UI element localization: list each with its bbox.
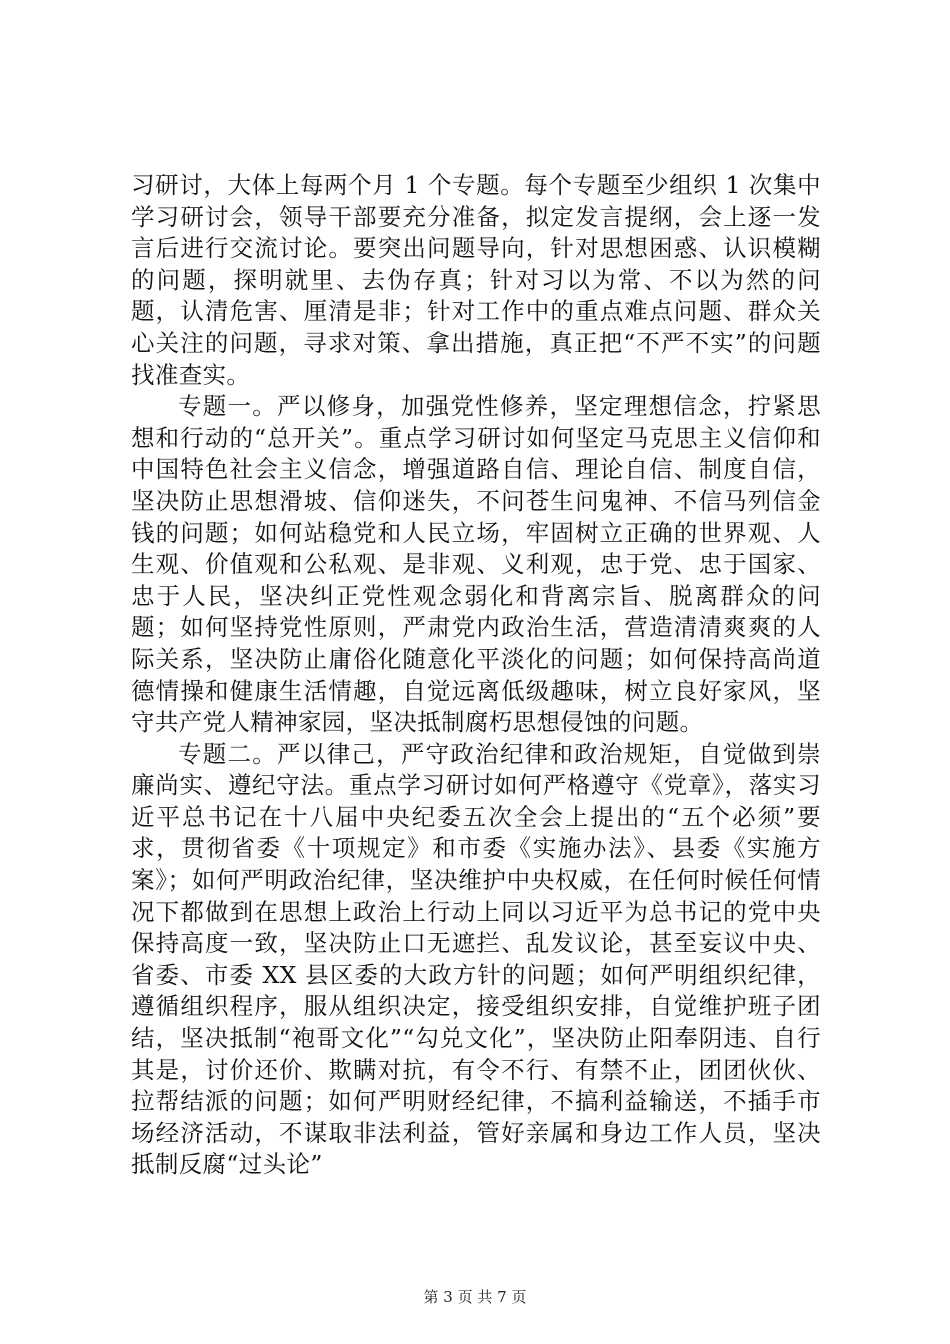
paragraph-topic-one: 专题一。严以修身，加强党性修养，坚定理想信念，拧紧思想和行动的“总开关”。重点学习研讨如何坚定马克思主义信仰和中国特色社会主义信念，增强道路自信、理论自信、制度自信，坚决防止思想滑坡、信仰迷失，不问苍生问鬼神、不信马列信金钱的问题；如何站稳党和人民立场，牢固树立正确的世界观、人生观、价值观和公私观、是非观、义利观，忠于党、忠于国家、忠于人民，坚决纠正党性观念弱化和背离宗旨、脱离群众的问题；如何坚持党性原则，严肃党内政治生活，营造清清爽爽的人际关系，坚决防止庸俗化随意化平淡化的问题；如何保持高尚道德情操和健康生活情趣，自觉远离低级趣味，树立良好家风，坚守共产党人精神家园，坚决抵制腐朽思想侵蚀的问题。 bbox=[131, 392, 821, 737]
page-number-footer: 第 3 页 共 7 页 bbox=[423, 1288, 527, 1306]
paragraph-topic-two: 专题二。严以律己，严守政治纪律和政治规矩，自觉做到崇廉尚实、遵纪守法。重点学习研讨如何严格遵守《党章》，落实习近平总书记在十八届中央纪委五次全会上提出的“五个必须”要求，贯彻省委《十项规定》和市委《实施办法》、县委《实施方案》；如何严明政治纪律，坚决维护中央权威，在任何时候任何情况下都做到在思想上政治上行动上同以习近平为总书记的党中央保持高度一致，坚决防止口无遮拦、乱发议论，甚至妄议中央、省委、市委 XX 县区委的大政方针的问题；如何严明组织纪律，遵循组织程序，服从组织决定，接受组织安排，自觉维护班子团结，坚决抵制“袍哥文化”“勾兑文化”，坚决防止阳奉阴违、自行其是，讨价还价、欺瞒对抗，有令不行、有禁不止，团团伙伙、拉帮结派的问题；如何严明财经纪律，不搞利益输送，不插手市场经济活动，不谋取非法利益，管好亲属和身边工作人员，坚决抵制反腐“过头论” bbox=[131, 739, 821, 1179]
paragraph-continuation: 习研讨，大体上每两个月 1 个专题。每个专题至少组织 1 次集中学习研讨会，领导干部要充分准备，拟定发言提纲，会上逐一发言后进行交流讨论。要突出问题导向，针对思想困惑、认识模糊的问题，探明就里、去伪存真；针对习以为常、不以为然的问题，认清危害、厘清是非；针对工作中的重点难点问题、群众关心关注的问题，寻求对策、拿出措施，真正把“不严不实”的问题找准查实。 bbox=[131, 171, 821, 389]
document-body bbox=[131, 170, 821, 1181]
